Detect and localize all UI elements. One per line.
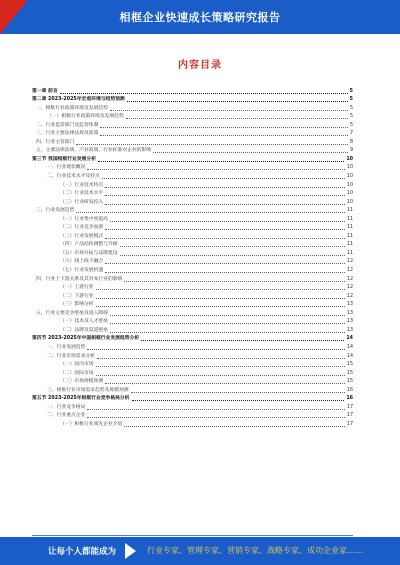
toc-page-number: 12 bbox=[346, 259, 353, 265]
toc-entry-text: 二、行业监管部门及监管体制 bbox=[36, 122, 99, 128]
toc-page-number: 7 bbox=[349, 131, 353, 137]
toc-entry[interactable] bbox=[32, 248, 353, 257]
toc-dot-leader bbox=[110, 221, 345, 222]
toc-entry-text: （三）市场规模预测 bbox=[60, 379, 104, 385]
toc-page-number: 13 bbox=[346, 310, 353, 316]
toc-dot-leader bbox=[100, 135, 348, 136]
toc-dot-leader bbox=[96, 306, 345, 307]
toc-entry-text: 三、行业发展趋势 bbox=[36, 208, 75, 214]
toc-entry-text: 第三节 我国相框行业发展分析 bbox=[32, 156, 97, 162]
toc-page-number: 11 bbox=[346, 225, 353, 231]
toc-page-number: 13 bbox=[346, 302, 353, 308]
toc-page-number: 10 bbox=[346, 156, 353, 162]
toc-dot-leader bbox=[102, 178, 345, 179]
toc-dot-leader bbox=[120, 246, 345, 247]
toc-page-number: 11 bbox=[346, 250, 353, 256]
toc-entry-text: （一）行业集中度提高 bbox=[60, 216, 108, 222]
arrow-right-icon bbox=[125, 543, 136, 559]
toc-entry-text: （二）下游行业 bbox=[60, 293, 94, 299]
toc-entry[interactable] bbox=[32, 240, 353, 249]
footer-tagline: 行业专家、管理专家、营销专家、战略专家、成功企业家…… bbox=[147, 546, 363, 555]
toc-entry[interactable] bbox=[32, 368, 353, 377]
toc-page-number: 14 bbox=[346, 353, 353, 359]
toc-entry[interactable] bbox=[32, 223, 353, 232]
toc-dot-leader bbox=[98, 161, 344, 162]
toc-entry[interactable] bbox=[32, 402, 353, 411]
toc-page-number: 11 bbox=[346, 216, 353, 222]
toc-dot-leader bbox=[110, 323, 345, 324]
toc-dot-leader bbox=[105, 229, 345, 230]
toc-entry-text: 一、行业竞争格局 bbox=[47, 404, 86, 410]
toc-entry-text: （一）上游行业 bbox=[60, 285, 94, 291]
toc-entry[interactable] bbox=[32, 351, 353, 360]
toc-entry[interactable] bbox=[32, 112, 353, 121]
toc-dot-leader bbox=[87, 169, 345, 170]
toc-entry[interactable] bbox=[32, 137, 353, 146]
toc-dot-leader bbox=[76, 212, 345, 213]
toc-entry-text: （二）行业竞争加剧 bbox=[60, 225, 104, 231]
toc-entry[interactable] bbox=[32, 197, 353, 206]
toc-entry-text: （三）行业研发投入 bbox=[60, 199, 104, 205]
toc-entry[interactable] bbox=[32, 360, 353, 369]
toc-entry[interactable] bbox=[32, 257, 353, 266]
toc-page-number: 10 bbox=[346, 191, 353, 197]
toc-entry[interactable] bbox=[32, 411, 353, 420]
toc-page-number: 17 bbox=[346, 404, 353, 410]
toc-page-number: 12 bbox=[346, 293, 353, 299]
toc-dot-leader bbox=[100, 127, 348, 128]
toc-entry-text: 五、行业主要竞争壁垒及进入障碍 bbox=[36, 310, 108, 316]
toc-dot-leader bbox=[124, 281, 345, 282]
toc-entry[interactable] bbox=[32, 86, 353, 95]
toc-entry-text: 一、行业现状概况 bbox=[47, 165, 86, 171]
toc-dot-leader bbox=[110, 315, 345, 316]
toc-entry-text: （一）相框行业政策环境及发展趋势 bbox=[47, 114, 124, 120]
toc-page-number: 12 bbox=[346, 276, 353, 282]
toc-entry[interactable] bbox=[32, 129, 353, 138]
toc-entry-text: 四、行业主管部门 bbox=[36, 139, 75, 145]
toc-dot-leader bbox=[132, 400, 345, 401]
toc-page-number: 10 bbox=[346, 199, 353, 205]
toc-dot-leader bbox=[105, 204, 345, 205]
toc-page-number: 15 bbox=[346, 379, 353, 385]
toc-dot-leader bbox=[110, 332, 345, 333]
toc-entry[interactable] bbox=[32, 95, 353, 104]
toc-page-number: 13 bbox=[346, 319, 353, 325]
toc-page-number: 17 bbox=[346, 421, 353, 427]
toc-dot-leader bbox=[87, 417, 345, 418]
toc-entry[interactable] bbox=[32, 317, 353, 326]
toc-page-number: 16 bbox=[346, 396, 353, 402]
report-title: 相框企业快速成长策略研究报告 bbox=[119, 11, 281, 24]
toc-entry-text: （一）相框行业领先企业介绍 bbox=[60, 421, 123, 427]
toc-title: 内容目录 bbox=[178, 60, 222, 71]
toc-dot-leader bbox=[110, 110, 348, 111]
toc-page-number: 12 bbox=[346, 268, 353, 274]
toc-entry-text: 二、行业技术水平及特点 bbox=[47, 174, 100, 180]
toc-page-number: 15 bbox=[346, 370, 353, 376]
toc-entry[interactable] bbox=[32, 163, 353, 172]
toc-dot-leader bbox=[96, 366, 345, 367]
toc-entry[interactable] bbox=[32, 377, 353, 386]
toc-entry[interactable] bbox=[32, 300, 353, 309]
toc-entry-text: （三）影响分析 bbox=[60, 302, 94, 308]
toc-entry-text: （一）技术及人才壁垒 bbox=[60, 319, 108, 325]
toc-entry[interactable] bbox=[32, 206, 353, 215]
toc-entry[interactable] bbox=[32, 214, 353, 223]
toc-entry-text: 三、相框行业市场需求趋势及规模预测 bbox=[47, 387, 129, 393]
toc-entry[interactable] bbox=[32, 231, 353, 240]
toc-entry[interactable] bbox=[32, 189, 353, 198]
toc-entry-text: （六）线上线下融合 bbox=[60, 259, 104, 265]
toc-page-number: 11 bbox=[346, 208, 353, 214]
toc-dot-leader bbox=[127, 101, 348, 102]
toc-dot-leader bbox=[105, 263, 345, 264]
toc-entry-text: 五、主要法律法规、产业政策、行业标准对企业的影响 bbox=[36, 148, 152, 154]
toc-entry[interactable] bbox=[32, 274, 353, 283]
toc-entry[interactable] bbox=[32, 385, 353, 394]
toc-dot-leader bbox=[105, 272, 345, 273]
footer-slogan: 让每个人都能成为 bbox=[48, 547, 117, 557]
toc-dot-leader bbox=[76, 144, 348, 145]
toc-dot-leader bbox=[87, 409, 345, 410]
toc-dot-leader bbox=[96, 289, 345, 290]
toc-entry[interactable] bbox=[32, 171, 353, 180]
toc-entry-text: （三）行业发展模式 bbox=[60, 233, 104, 239]
toc-page-number: 5 bbox=[349, 88, 353, 94]
toc-entry-text: （一）国内市场 bbox=[60, 362, 94, 368]
toc-page-number: 8 bbox=[349, 139, 353, 145]
toc-entry-text: 第五节 2023-2025年相框行业竞争格局分析 bbox=[32, 396, 130, 402]
toc-dot-leader bbox=[87, 349, 345, 350]
toc-dot-leader bbox=[105, 383, 345, 384]
toc-page-number: 10 bbox=[346, 165, 353, 171]
toc-entry-text: 一、相框行业政策环境及发展趋势 bbox=[36, 105, 108, 111]
toc-dot-leader bbox=[97, 358, 345, 359]
toc-entry[interactable] bbox=[32, 342, 353, 351]
toc-entry-text: （五）市场开拓与品牌建设 bbox=[60, 250, 118, 256]
toc-dot-leader bbox=[60, 93, 348, 94]
toc-page-number: 5 bbox=[349, 105, 353, 111]
toc-page-number: 14 bbox=[346, 344, 353, 350]
toc-entry-text: （二）国际市场 bbox=[60, 370, 94, 376]
toc-page-number: 11 bbox=[346, 242, 353, 248]
toc-entry[interactable] bbox=[32, 325, 353, 334]
toc-entry[interactable] bbox=[32, 283, 353, 292]
toc-page-number: 15 bbox=[346, 362, 353, 368]
toc-page-number: 5 bbox=[349, 97, 353, 103]
toc-page-number: 9 bbox=[349, 148, 353, 154]
toc-dot-leader bbox=[120, 255, 345, 256]
toc-page-number: 5 bbox=[349, 114, 353, 120]
toc-page-number: 17 bbox=[346, 413, 353, 419]
toc-entry-text: （二）品牌及渠道壁垒 bbox=[60, 327, 108, 333]
toc-entry-text: 第四节 2023-2025年中国相框行业发展趋势分析 bbox=[32, 336, 140, 342]
toc-entry[interactable] bbox=[32, 154, 353, 163]
toc-entry-text: （四）产品结构调整与升级 bbox=[60, 242, 118, 248]
toc-entry[interactable] bbox=[32, 265, 353, 274]
toc-page-number: 12 bbox=[346, 285, 353, 291]
toc-entry-text: 第一章 前言 bbox=[32, 88, 58, 94]
toc-entry[interactable] bbox=[32, 146, 353, 155]
toc-entry-text: 三、行业主要法律法规及政策 bbox=[36, 131, 99, 137]
toc-dot-leader bbox=[126, 118, 348, 119]
toc-entry-text: 二、行业重点企业 bbox=[47, 413, 86, 419]
toc-entry-text: （一）行业技术特点 bbox=[60, 182, 104, 188]
toc-page-number: 16 bbox=[346, 387, 353, 393]
toc-dot-leader bbox=[131, 392, 345, 393]
toc-entry[interactable] bbox=[32, 180, 353, 189]
toc-page-number: 5 bbox=[349, 122, 353, 128]
toc-dot-leader bbox=[96, 375, 345, 376]
toc-page-number: 11 bbox=[346, 233, 353, 239]
toc-page-number: 10 bbox=[346, 174, 353, 180]
toc-entry[interactable] bbox=[32, 291, 353, 300]
toc-entry-text: （二）行业技术水平 bbox=[60, 191, 104, 197]
toc-page-number: 10 bbox=[346, 182, 353, 188]
toc-entry[interactable] bbox=[32, 394, 353, 403]
toc-entry[interactable] bbox=[32, 103, 353, 112]
toc-entry-text: 四、行业上下游关系及其对本行业的影响 bbox=[36, 276, 123, 282]
toc-entry[interactable] bbox=[32, 120, 353, 129]
toc-page-number: 14 bbox=[346, 336, 353, 342]
footer-divider bbox=[32, 535, 353, 536]
toc-dot-leader bbox=[105, 238, 345, 239]
toc-entry-text: 二、行业市场需求分析 bbox=[47, 353, 95, 359]
toc-entry[interactable] bbox=[32, 308, 353, 317]
toc-entry[interactable] bbox=[32, 334, 353, 343]
toc-entry-text: 第二章 2023-2025年宏观环境与趋势预测 bbox=[32, 97, 125, 103]
report-header bbox=[0, 0, 400, 34]
toc-dot-leader bbox=[153, 152, 348, 153]
toc-entry-text: （七）行业发展机遇 bbox=[60, 268, 104, 274]
toc-entry[interactable] bbox=[32, 419, 353, 428]
toc-dot-leader bbox=[96, 298, 345, 299]
toc-entry-text: 一、行业发展趋势 bbox=[47, 344, 86, 350]
toc-dot-leader bbox=[105, 195, 345, 196]
toc-dot-leader bbox=[124, 426, 345, 427]
toc-page-number: 13 bbox=[346, 327, 353, 333]
table-of-contents bbox=[32, 86, 353, 428]
toc-dot-leader bbox=[141, 340, 344, 341]
toc-dot-leader bbox=[105, 187, 345, 188]
footer-banner bbox=[0, 537, 400, 565]
